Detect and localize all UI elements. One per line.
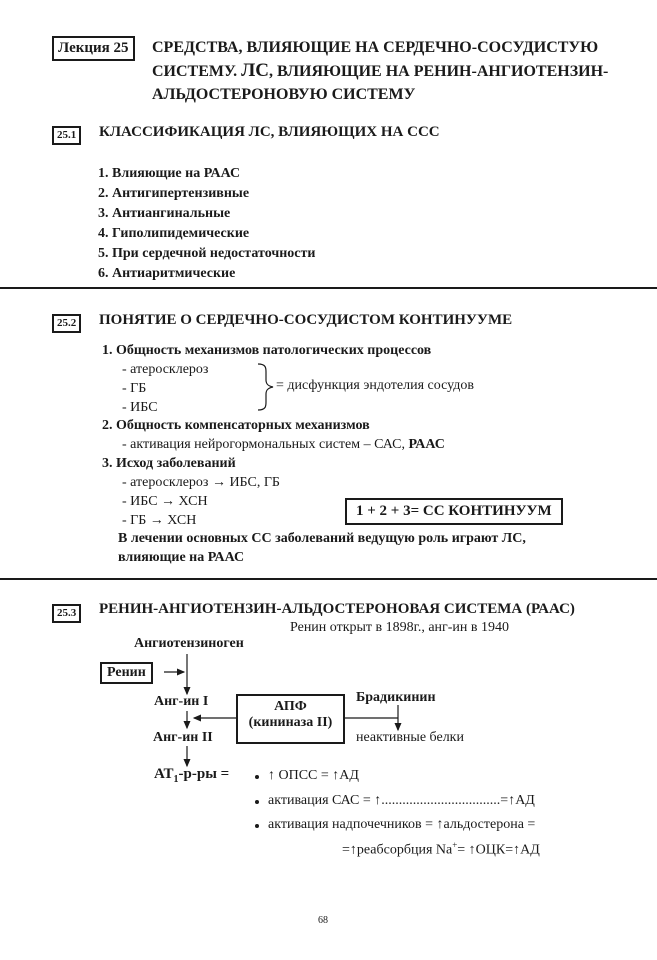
effect-item: активация надпочечников = ↑альдостерона = [268, 817, 536, 832]
list-item: 1. Влияющие на РААС [98, 166, 241, 181]
continuum-formula: 1 + 2 + 3= СС КОНТИНУУМ [345, 498, 563, 525]
sub-item: - атеросклероз [122, 362, 209, 377]
angiotensinogen-label: Ангиотензиноген [134, 636, 244, 651]
angiotensin-1-label: Анг-ин I [154, 694, 209, 709]
section-number-25-1: 25.1 [52, 126, 81, 145]
bullet-icon [255, 775, 259, 779]
bullet-icon [255, 824, 259, 828]
title-line-2: СИСТЕМУ. ЛС, ВЛИЯЮЩИЕ НА РЕНИН-АНГИОТЕНЗИН- [152, 60, 609, 81]
section-number-25-3: 25.3 [52, 604, 81, 623]
effect-item: активация САС = ↑..................................=↑АД [268, 793, 535, 808]
continuum-item-3: 3. Исход заболеваний [102, 456, 236, 471]
list-item: 4. Гиполипидемические [98, 226, 250, 241]
discovery-note: Ренин открыт в 1898г., анг-ин в 1940 [290, 620, 510, 635]
list-item: 2. Антигипертензивные [98, 186, 250, 201]
page-number: 68 [318, 915, 328, 926]
effect-item: ↑ ОПСС = ↑АД [268, 768, 359, 783]
renin-box: Ренин [100, 662, 153, 684]
effect-item-continuation: =↑реабсорбция Na+= ↑ОЦК=↑АД [342, 840, 540, 858]
sub-item: - ИБС [122, 400, 158, 415]
at1-receptors-label: $АТ_1-р-ры$ = [154, 766, 230, 785]
section-number-25-2: 25.2 [52, 314, 81, 333]
title-line-1: СРЕДСТВА, ВЛИЯЮЩИЕ НА СЕРДЕЧНО-СОСУДИСТУЮ [152, 39, 599, 56]
ace-box: АПФ (кининаза II) [236, 694, 345, 744]
continuum-item-2: 2. Общность компенсаторных механизмов [102, 418, 370, 433]
list-item: 5. При сердечной недостаточности [98, 246, 316, 261]
section-title-25-1: КЛАССИФИКАЦИЯ ЛС, ВЛИЯЮЩИХ НА ССС [99, 124, 440, 140]
list-item: 6. Антиаритмические [98, 266, 236, 281]
brace-icon [258, 364, 273, 410]
section-title-25-2: ПОНЯТИЕ О СЕРДЕЧНО-СОСУДИСТОМ КОНТИНУУМЕ [99, 312, 513, 328]
title-line-3: АЛЬДОСТЕРОНОВУЮ СИСТЕМУ [152, 86, 416, 103]
inactive-proteins-label: неактивные белки [356, 730, 464, 745]
angiotensin-2-label: Анг-ин II [153, 730, 213, 745]
conclusion-line-1: В лечении основных СС заболеваний ведущую роль играют ЛС, [118, 531, 526, 546]
sub-item: - ГБ → ХСН [122, 513, 197, 528]
bradykinin-label: Брадикинин [356, 690, 436, 705]
bullet-icon [255, 800, 259, 804]
section-title-25-3: РЕНИН-АНГИОТЕНЗИН-АЛЬДОСТЕРОНОВАЯ СИСТЕМА (РААС) [99, 601, 575, 617]
continuum-item-1: 1. Общность механизмов патологических процессов [102, 343, 432, 358]
lecture-label: Лекция 25 [52, 36, 135, 61]
list-item: 3. Антиангинальные [98, 206, 231, 221]
conclusion-line-2: влияющие на РААС [118, 550, 245, 565]
sub-item: - ИБС → ХСН [122, 494, 208, 509]
sub-item: - активация нейрогормональных систем – САС, РААС [122, 437, 445, 452]
sub-item: - атеросклероз → ИБС, ГБ [122, 475, 280, 490]
endothelial-dysfunction: = дисфункция эндотелия сосудов [276, 378, 474, 393]
sub-item: - ГБ [122, 381, 147, 396]
